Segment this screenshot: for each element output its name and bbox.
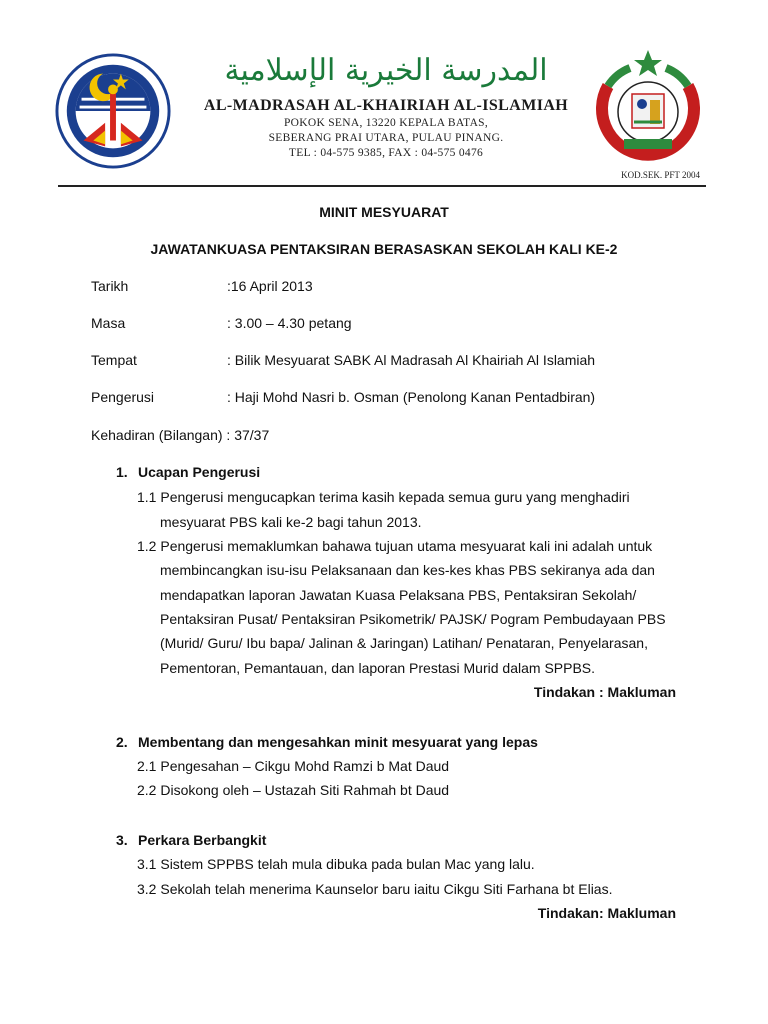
section-2-title: Membentang dan mengesahkan minit mesyuarat yang lepas [138, 734, 538, 750]
maipp-logo [590, 48, 706, 170]
school-name: AL-MADRASAH AL-KHAIRIAH AL-ISLAMIAH [203, 97, 569, 114]
section-2-heading [116, 734, 538, 750]
contact-line: TEL : 04-575 9385, FAX : 04-575 0476 [288, 147, 484, 159]
tempat-value: : Bilik Mesyuarat SABK Al Madrasah Al Khairiah Al Islamiah [227, 352, 596, 368]
item-1-2-line-4: Pentaksiran Pusat/ Pentaksiran Psikometrik/ PAJSK/ Pogram Pembudayaan PBS [160, 611, 666, 627]
arabic-school-title: المدرسة الخيرية الإسلامية [224, 53, 548, 88]
pengerusi-row [91, 389, 595, 405]
item-3-1: 3.1 Sistem SPPBS telah mula dibuka pada bulan Mac yang lalu. [137, 856, 535, 872]
ministry-logo [54, 52, 172, 170]
tarikh-label: Tarikh [91, 278, 129, 294]
item-1-2-line-3: mendapatkan laporan Jawatan Kuasa Pelaksana PBS, Pentaksiran Sekolah/ [160, 587, 637, 603]
tempat-label: Tempat [91, 352, 137, 368]
section-3-heading [116, 832, 266, 848]
masa-row [91, 315, 352, 331]
kehadiran-row: Kehadiran (Bilangan) : 37/37 [91, 427, 270, 443]
pengerusi-value: : Haji Mohd Nasri b. Osman (Penolong Kanan Pentadbiran) [227, 389, 596, 405]
section-1-heading [116, 464, 260, 480]
section-3-tindakan: Tindakan: Makluman [537, 905, 676, 921]
section-3-number: 3. [116, 832, 128, 848]
document-subtitle: JAWATANKUASA PENTAKSIRAN BERASASKAN SEKOLAH KALI KE-2 [150, 241, 618, 257]
item-1-2-line-5: (Murid/ Guru/ Ibu bapa/ Jalinan & Jaringan) Latihan/ Penataran, Penyelarasan, [160, 635, 648, 651]
item-2-2: 2.2 Disokong oleh – Ustazah Siti Rahmah bt Daud [137, 782, 450, 798]
pengerusi-label: Pengerusi [91, 389, 155, 405]
section-1-tindakan: Tindakan : Makluman [533, 684, 676, 700]
section-1-title: Ucapan Pengerusi [138, 464, 261, 480]
address-line-1: POKOK SENA, 13220 KEPALA BATAS, [283, 117, 489, 129]
item-1-1-line-1: 1.1 Pengerusi mengucapkan terima kasih kepada semua guru yang menghadiri [137, 489, 630, 505]
tarikh-value: :16 April 2013 [227, 278, 313, 294]
item-1-2-line-2: membincangkan isu-isu Pelaksanaan dan kes-kes khas PBS sekiranya ada dan [160, 562, 655, 578]
section-2-number: 2. [116, 734, 128, 750]
section-3-title: Perkara Berbangkit [138, 832, 267, 848]
tempat-row [91, 352, 595, 368]
masa-value: : 3.00 – 4.30 petang [227, 315, 352, 331]
item-1-2-line-1: 1.2 Pengerusi memaklumkan bahawa tujuan utama mesyuarat kali ini adalah untuk [137, 538, 653, 554]
tarikh-row [91, 278, 313, 294]
item-1-1-line-2: mesyuarat PBS kali ke-2 bagi tahun 2013. [160, 514, 422, 530]
item-3-2: 3.2 Sekolah telah menerima Kaunselor baru iaitu Cikgu Siti Farhana bt Elias. [137, 881, 613, 897]
letterhead-divider [58, 185, 706, 187]
masa-label: Masa [91, 315, 126, 331]
document-title: MINIT MESYUARAT [319, 204, 449, 220]
letterhead [0, 0, 768, 200]
section-1-number: 1. [116, 464, 128, 480]
address-line-2: SEBERANG PRAI UTARA, PULAU PINANG. [268, 132, 504, 144]
item-1-2-line-6: Pementoran, Pemantauan, dan laporan Prestasi Murid dalam SPPBS. [160, 660, 596, 676]
school-code: KOD.SEK. PFT 2004 [621, 170, 700, 180]
item-2-1: 2.1 Pengesahan – Cikgu Mohd Ramzi b Mat Daud [137, 758, 450, 774]
